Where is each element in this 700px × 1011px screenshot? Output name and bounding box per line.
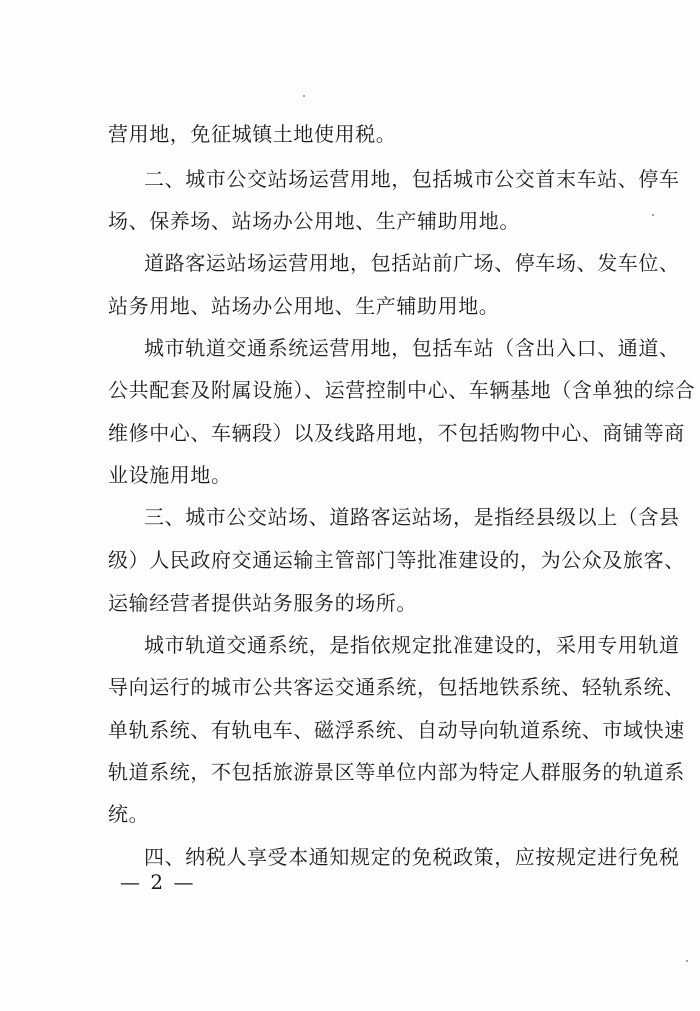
text-line-17: 统。 — [108, 802, 150, 826]
text-line-7: 公共配套及附属设施）、运营控制中心、车辆基地（含单独的综合 — [108, 378, 696, 402]
text-line-12: 运输经营者提供站务服务的场所。 — [108, 591, 417, 615]
text-line-13: 城市轨道交通系统，是指依规定批准建设的，采用专用轨道 — [144, 633, 680, 657]
text-line-1: 营用地，免征城镇土地使用税。 — [108, 122, 397, 146]
text-line-3: 场、保养场、站场办公用地、生产辅助用地。 — [108, 209, 520, 233]
text-line-4: 道路客运站场运营用地，包括站前广场、停车场、发车位、 — [144, 251, 680, 275]
scan-speck — [303, 95, 305, 97]
text-line-10: 三、城市公交站场、道路客运站场，是指经县级以上（含县 — [144, 505, 680, 529]
text-line-8: 维修中心、车辆段）以及线路用地，不包括购物中心、商铺等商 — [108, 421, 685, 445]
page-number: — 2 — — [120, 870, 196, 894]
scan-speck — [652, 214, 654, 216]
text-line-5: 站务用地、站场办公用地、生产辅助用地。 — [108, 294, 500, 318]
scan-speck — [686, 960, 688, 962]
text-line-9: 业设施用地。 — [108, 463, 232, 487]
text-line-11: 级）人民政府交通运输主管部门等批准建设的，为公众及旅客、 — [108, 548, 685, 572]
text-line-6: 城市轨道交通系统运营用地，包括车站（含出入口、通道、 — [144, 336, 680, 360]
text-line-15: 单轨系统、有轨电车、磁浮系统、自动导向轨道系统、市域快速 — [108, 718, 685, 742]
text-line-16: 轨道系统，不包括旅游景区等单位内部为特定人群服务的轨道系 — [108, 760, 685, 784]
text-line-18: 四、纳税人享受本通知规定的免税政策，应按规定进行免税 — [144, 845, 680, 869]
text-line-14: 导向运行的城市公共客运交通系统，包括地铁系统、轻轨系统、 — [108, 675, 685, 699]
text-line-2: 二、城市公交站场运营用地，包括城市公交首末车站、停车 — [144, 167, 680, 191]
